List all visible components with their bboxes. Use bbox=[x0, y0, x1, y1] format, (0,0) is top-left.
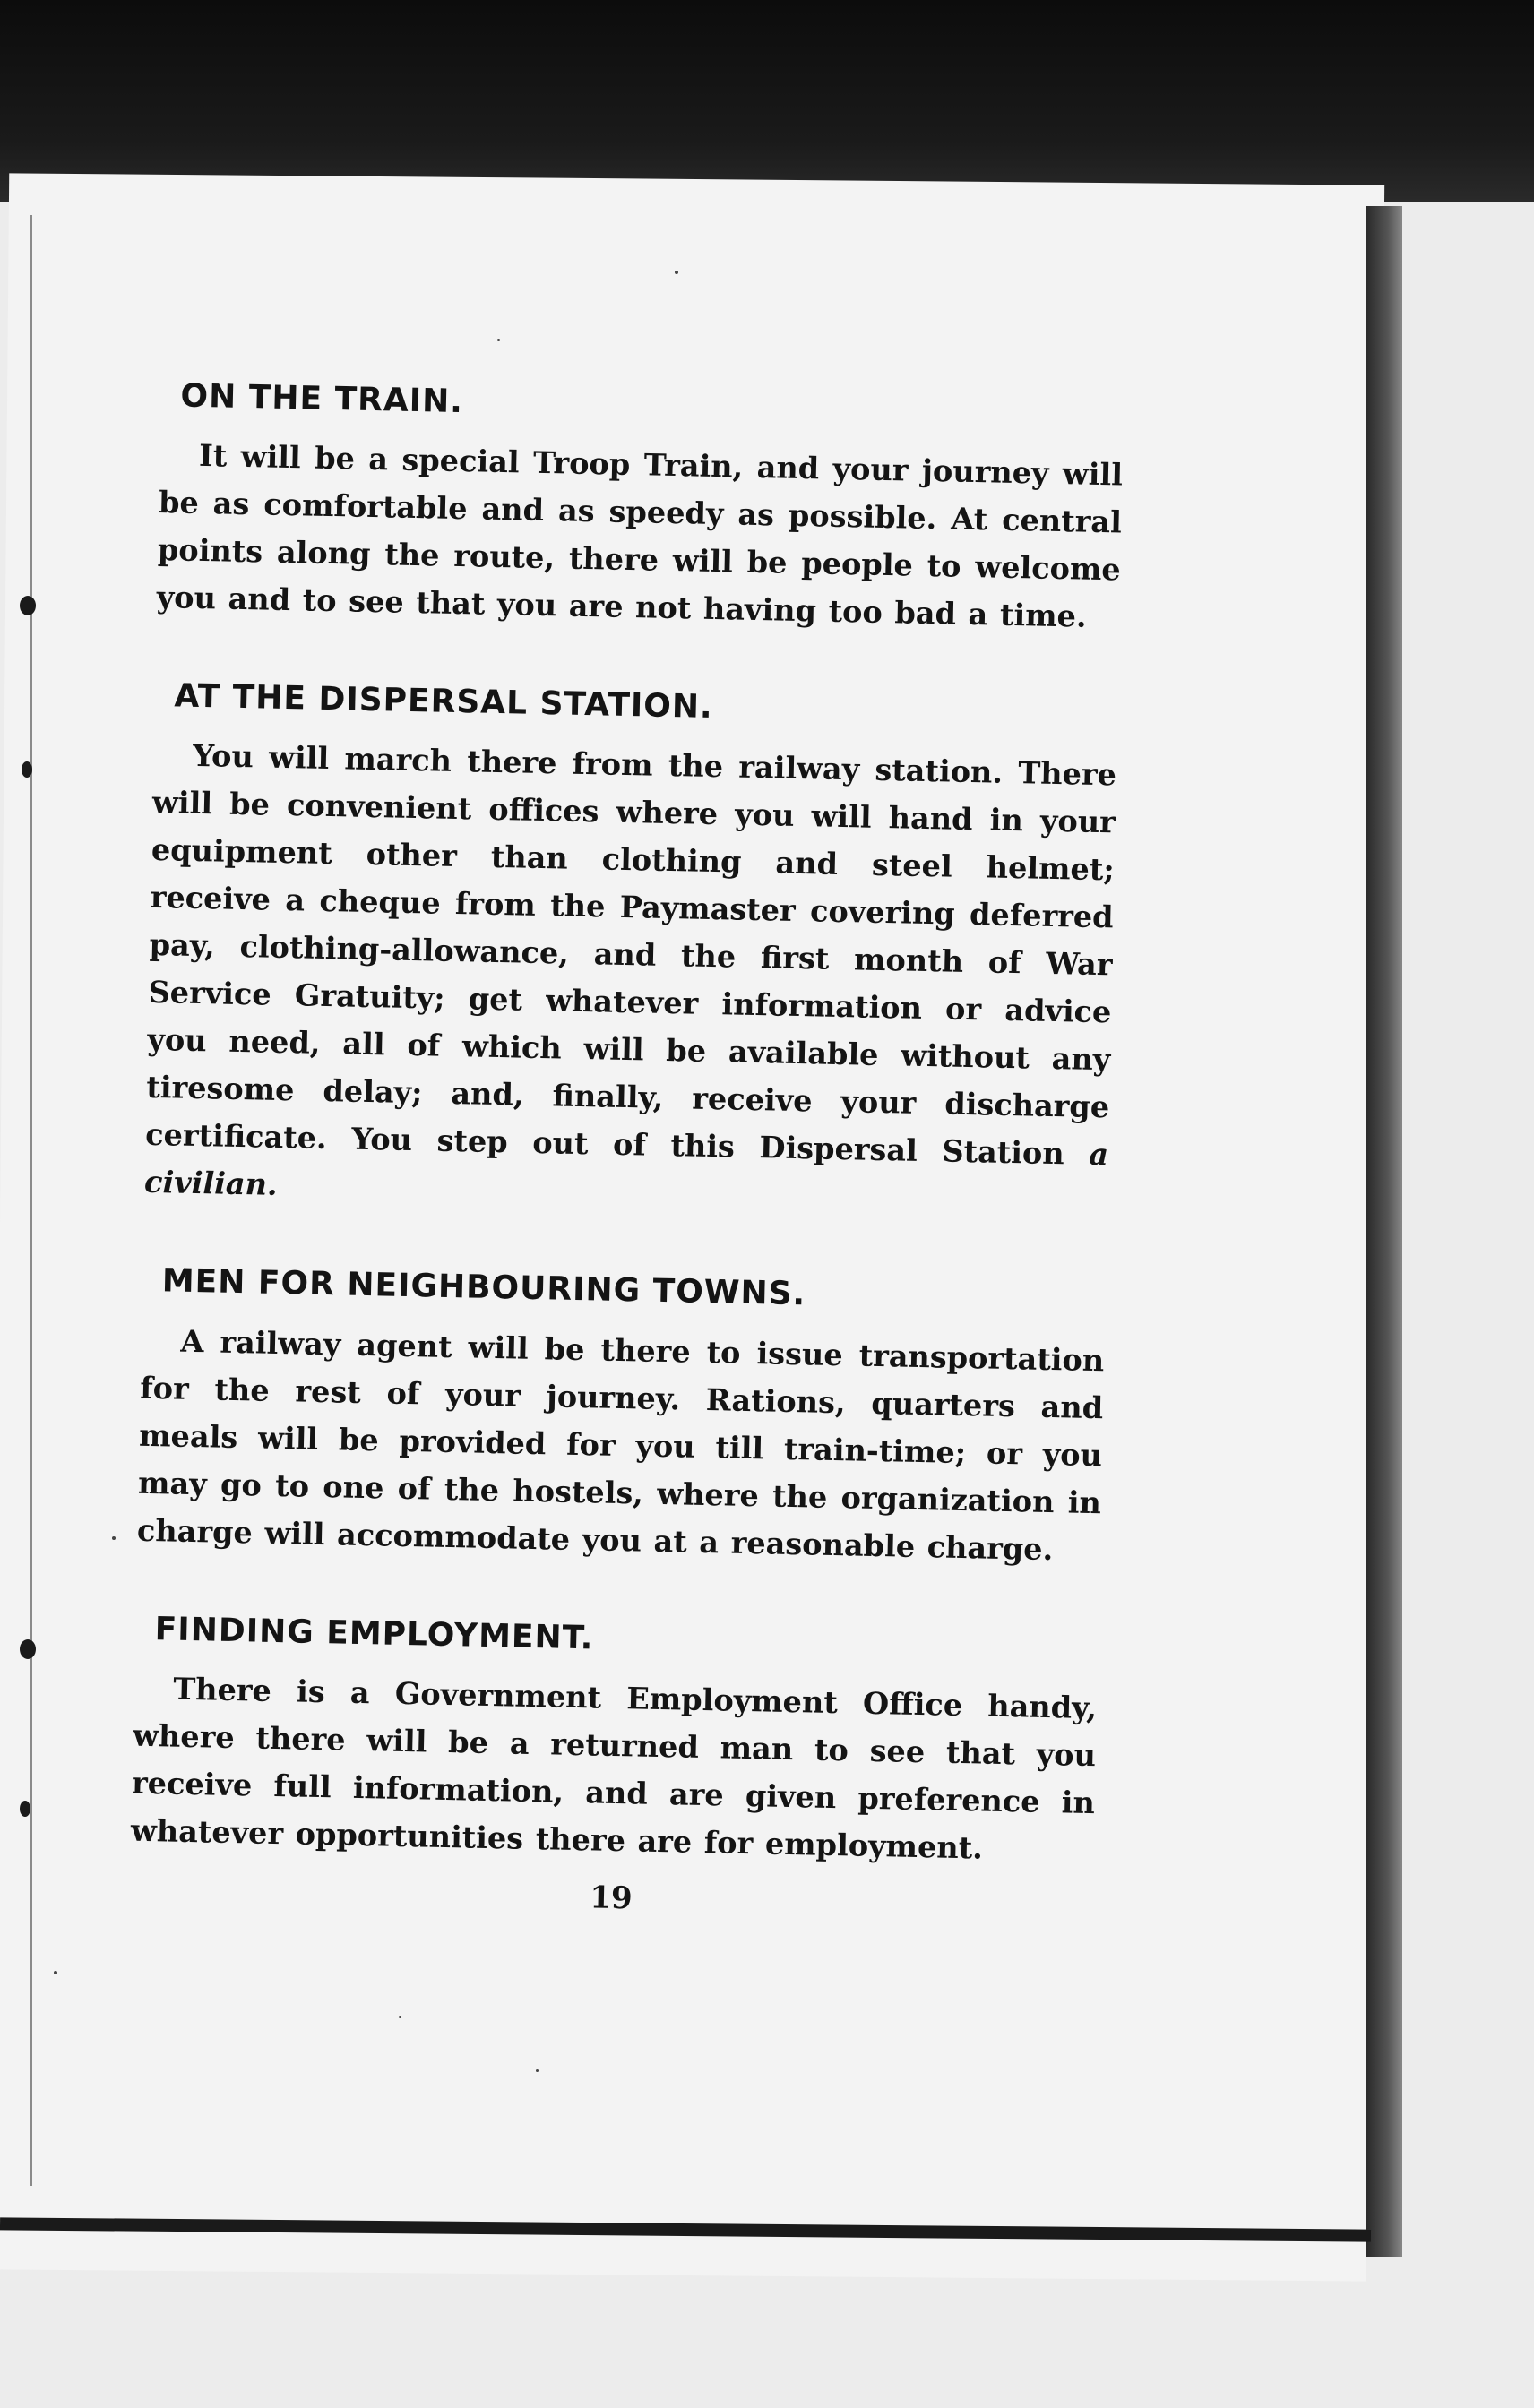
section-paragraph: A railway agent will be there to issue transportation for the rest of your journey. Rations, quarters and meals will be provided for you till train-time; or you may go to one of the hostels, where the organization in charge will accommodate you at a reasonable charge. bbox=[136, 1323, 1105, 1567]
dust-speck bbox=[675, 271, 678, 274]
binding-edge bbox=[30, 215, 32, 2186]
section-paragraph: It will be a special Troop Train, and your journey will be as comfortable and as speedy as possible. At central points along the route, there will be people to welcome you and to see that you are not having too bad a time. bbox=[156, 438, 1124, 634]
binding-mark bbox=[20, 1639, 36, 1659]
page-text bbox=[129, 376, 1125, 1926]
section-heading: ON THE TRAIN. bbox=[180, 377, 464, 421]
section-on-the-train bbox=[156, 376, 1124, 641]
dust-speck bbox=[54, 1971, 57, 1974]
section-paragraph bbox=[144, 731, 1117, 1226]
binding-mark bbox=[22, 761, 32, 778]
section-heading: FINDING EMPLOYMENT. bbox=[154, 1610, 594, 1656]
page-edge-shadow bbox=[1366, 206, 1402, 2258]
binding-mark bbox=[20, 1801, 30, 1817]
dust-speck bbox=[399, 2016, 401, 2018]
scan-background-top bbox=[0, 0, 1534, 202]
section-neighbouring-towns bbox=[136, 1261, 1106, 1574]
paragraph-text: You will march there from the railway station. There will be convenient offices where you will hand in your equipment other than clothing and steel helmet; receive a cheque from the Paymaster covering deferred pay, clothing-allowance, and the first month of War Service Gratuity; get whatever information or advice you need, all of which will be available without any tiresome delay; and, finally, receive your discharge certificate. You step out of this Dispersal Station bbox=[144, 738, 1117, 1172]
section-paragraph: There is a Government Employment Office handy, where there will be a returned man to see that you receive full information, and are given preference in whatever opportunities there are for employment. bbox=[130, 1671, 1098, 1866]
section-heading: MEN FOR NEIGHBOURING TOWNS. bbox=[161, 1262, 806, 1313]
section-finding-employment bbox=[130, 1609, 1098, 1874]
emphasis-text: a civilian. bbox=[143, 1137, 1109, 1203]
dust-speck bbox=[497, 339, 500, 341]
binding-mark bbox=[20, 596, 36, 615]
section-dispersal-station bbox=[144, 676, 1118, 1226]
dust-speck bbox=[536, 2069, 539, 2072]
section-heading: AT THE DISPERSAL STATION. bbox=[174, 677, 714, 727]
dust-speck bbox=[112, 1536, 116, 1540]
page-number: 19 bbox=[589, 1879, 633, 1917]
